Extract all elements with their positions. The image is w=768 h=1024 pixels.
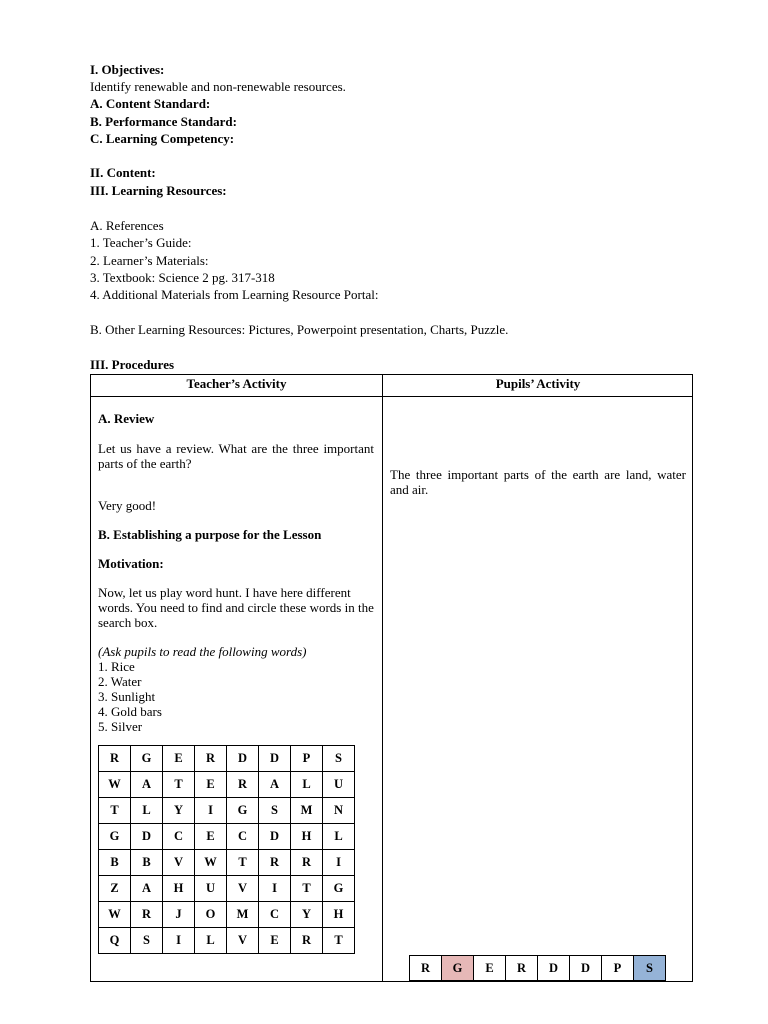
grid-row <box>99 824 355 850</box>
motivation-heading: Motivation: <box>98 556 164 571</box>
grid-letter-cell[interactable]: T <box>163 772 195 798</box>
grid-letter-cell[interactable]: G <box>227 798 259 824</box>
word-item: 3. Sunlight <box>98 689 156 704</box>
grid-letter-cell[interactable]: R <box>131 902 163 928</box>
grid-letter-cell[interactable]: S <box>131 928 163 954</box>
content-standard-label: A. Content Standard: <box>90 96 211 111</box>
grid-letter-cell[interactable]: D <box>131 824 163 850</box>
grid-letter-cell[interactable]: M <box>291 798 323 824</box>
answer-letter-strip <box>409 955 666 981</box>
grid-letter-cell[interactable]: R <box>99 746 131 772</box>
grid-letter-cell[interactable]: D <box>259 824 291 850</box>
grid-row <box>99 902 355 928</box>
answer-letter-cell[interactable]: G <box>442 956 474 981</box>
teacher-activity-header: Teacher’s Activity <box>186 376 287 391</box>
answer-letter-cell[interactable]: D <box>538 956 570 981</box>
textbook-label: 3. Textbook: Science 2 pg. 317-318 <box>90 270 275 285</box>
answer-letter-cell[interactable]: R <box>506 956 538 981</box>
grid-letter-cell[interactable]: E <box>163 746 195 772</box>
grid-letter-cell[interactable]: W <box>99 902 131 928</box>
word-item: 2. Water <box>98 674 142 689</box>
grid-letter-cell[interactable]: S <box>259 798 291 824</box>
grid-letter-cell[interactable]: I <box>195 798 227 824</box>
grid-letter-cell[interactable]: Q <box>99 928 131 954</box>
grid-letter-cell[interactable]: A <box>259 772 291 798</box>
learning-competency-label: C. Learning Competency: <box>90 131 235 146</box>
grid-letter-cell[interactable]: C <box>163 824 195 850</box>
grid-letter-cell[interactable]: R <box>291 850 323 876</box>
grid-letter-cell[interactable]: L <box>131 798 163 824</box>
grid-letter-cell[interactable]: T <box>227 850 259 876</box>
grid-letter-cell[interactable]: C <box>259 902 291 928</box>
grid-letter-cell[interactable]: B <box>131 850 163 876</box>
grid-letter-cell[interactable]: H <box>291 824 323 850</box>
pupil-activity-header: Pupils’ Activity <box>495 376 581 391</box>
grid-letter-cell[interactable]: I <box>163 928 195 954</box>
grid-letter-cell[interactable]: R <box>291 928 323 954</box>
grid-letter-cell[interactable]: R <box>227 772 259 798</box>
grid-letter-cell[interactable]: G <box>131 746 163 772</box>
word-item: 4. Gold bars <box>98 704 162 719</box>
answer-letter-cell[interactable]: P <box>602 956 634 981</box>
grid-letter-cell[interactable]: T <box>323 928 355 954</box>
grid-letter-cell[interactable]: D <box>259 746 291 772</box>
grid-letter-cell[interactable]: Z <box>99 876 131 902</box>
grid-letter-cell[interactable]: L <box>195 928 227 954</box>
grid-row <box>99 772 355 798</box>
motivation-text: Now, let us play word hunt. I have here different words. You need to find and circle these words in the search box. <box>98 585 374 630</box>
grid-letter-cell[interactable]: H <box>163 876 195 902</box>
grid-letter-cell[interactable]: G <box>323 876 355 902</box>
grid-letter-cell[interactable]: I <box>323 850 355 876</box>
grid-letter-cell[interactable]: V <box>227 876 259 902</box>
grid-letter-cell[interactable]: Y <box>291 902 323 928</box>
additional-materials-label: 4. Additional Materials from Learning Resource Portal: <box>90 287 379 302</box>
grid-letter-cell[interactable]: R <box>195 746 227 772</box>
grid-letter-cell[interactable]: E <box>195 772 227 798</box>
answer-letter-cell[interactable]: R <box>410 956 442 981</box>
grid-letter-cell[interactable]: N <box>323 798 355 824</box>
teachers-guide-label: 1. Teacher’s Guide: <box>90 235 192 250</box>
pupil-answer: The three important parts of the earth are land, water and air. <box>390 467 686 497</box>
grid-letter-cell[interactable]: A <box>131 772 163 798</box>
grid-letter-cell[interactable]: O <box>195 902 227 928</box>
purpose-heading: B. Establishing a purpose for the Lesson <box>98 527 322 542</box>
references-label: A. References <box>90 218 164 233</box>
grid-letter-cell[interactable]: I <box>259 876 291 902</box>
learning-resources-heading: III. Learning Resources: <box>90 183 227 198</box>
grid-row <box>99 746 355 772</box>
grid-letter-cell[interactable]: L <box>291 772 323 798</box>
grid-letter-cell[interactable]: M <box>227 902 259 928</box>
answer-letter-cell[interactable]: D <box>570 956 602 981</box>
word-item: 1. Rice <box>98 659 135 674</box>
grid-letter-cell[interactable]: C <box>227 824 259 850</box>
word-search-grid <box>98 745 355 954</box>
grid-letter-cell[interactable]: S <box>323 746 355 772</box>
grid-letter-cell[interactable]: D <box>227 746 259 772</box>
grid-letter-cell[interactable]: R <box>259 850 291 876</box>
grid-letter-cell[interactable]: U <box>195 876 227 902</box>
grid-letter-cell[interactable]: L <box>323 824 355 850</box>
grid-row <box>99 850 355 876</box>
review-heading: A. Review <box>98 411 155 426</box>
grid-letter-cell[interactable]: T <box>99 798 131 824</box>
procedures-heading: III. Procedures <box>90 357 175 372</box>
procedures-table <box>90 374 693 982</box>
grid-row <box>99 928 355 954</box>
grid-letter-cell[interactable]: V <box>163 850 195 876</box>
word-item: 5. Silver <box>98 719 143 734</box>
answer-letter-cell[interactable]: E <box>474 956 506 981</box>
table-header-row <box>91 375 692 397</box>
grid-letter-cell[interactable]: A <box>131 876 163 902</box>
grid-row <box>99 876 355 902</box>
learners-materials-label: 2. Learner’s Materials: <box>90 253 209 268</box>
performance-standard-label: B. Performance Standard: <box>90 114 237 129</box>
grid-letter-cell[interactable]: V <box>227 928 259 954</box>
grid-letter-cell[interactable]: P <box>291 746 323 772</box>
instruction-text: (Ask pupils to read the following words) <box>98 644 307 659</box>
grid-letter-cell[interactable]: Y <box>163 798 195 824</box>
content-heading: II. Content: <box>90 165 156 180</box>
grid-letter-cell[interactable]: G <box>99 824 131 850</box>
grid-letter-cell[interactable]: U <box>323 772 355 798</box>
other-resources-label: B. Other Learning Resources: Pictures, Powerpoint presentation, Charts, Puzzle. <box>90 322 509 337</box>
grid-letter-cell[interactable]: H <box>323 902 355 928</box>
grid-letter-cell[interactable]: J <box>163 902 195 928</box>
grid-letter-cell[interactable]: W <box>99 772 131 798</box>
objectives-heading: I. Objectives: <box>90 62 165 77</box>
answer-strip-row <box>410 956 666 981</box>
very-good-text: Very good! <box>98 498 157 513</box>
review-question: Let us have a review. What are the three important parts of the earth? <box>98 441 374 471</box>
answer-letter-cell[interactable]: S <box>634 956 666 981</box>
objectives-text: Identify renewable and non-renewable resources. <box>90 79 346 94</box>
grid-letter-cell[interactable]: E <box>259 928 291 954</box>
column-divider <box>382 375 383 981</box>
grid-letter-cell[interactable]: B <box>99 850 131 876</box>
grid-letter-cell[interactable]: E <box>195 824 227 850</box>
grid-row <box>99 798 355 824</box>
grid-letter-cell[interactable]: T <box>291 876 323 902</box>
grid-letter-cell[interactable]: W <box>195 850 227 876</box>
